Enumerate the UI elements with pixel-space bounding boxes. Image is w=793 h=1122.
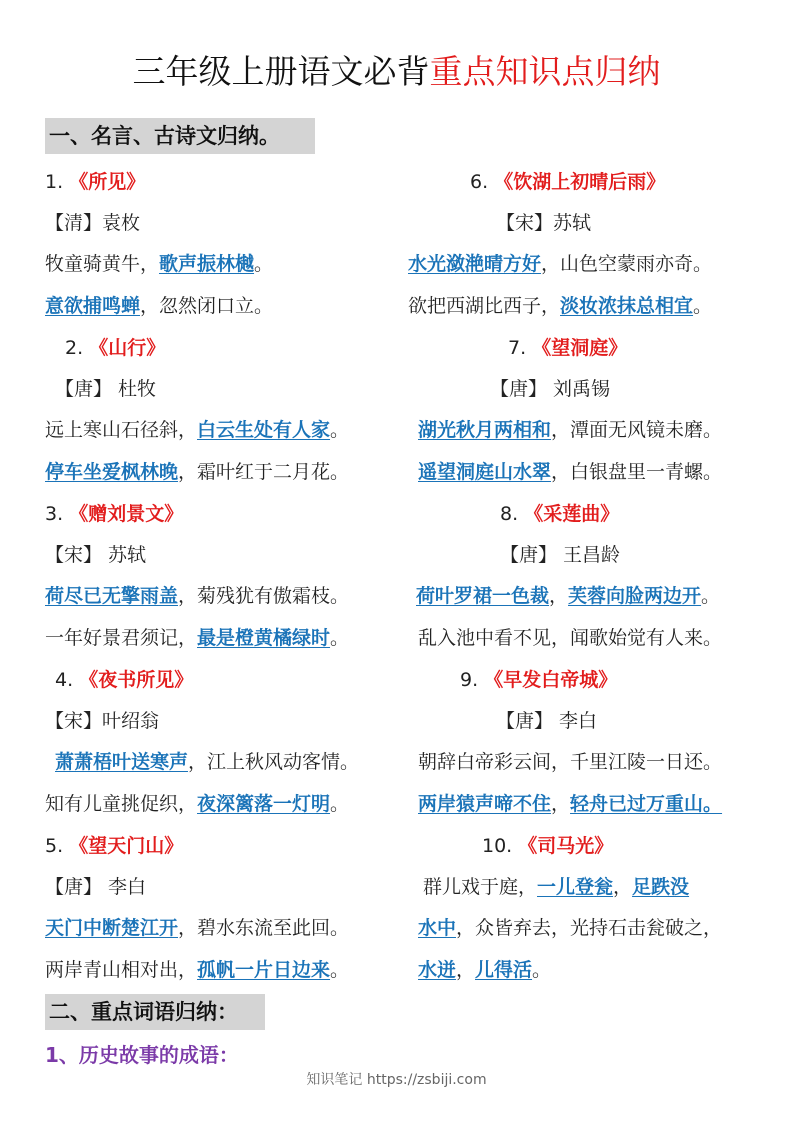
verse-text: 。 bbox=[532, 959, 552, 981]
verse-text: 知有儿童挑促织， bbox=[45, 793, 198, 815]
verse-text: ， bbox=[456, 959, 476, 981]
key-phrase: 足跌没 bbox=[632, 876, 690, 898]
key-phrase: 意欲捕鸣蝉 bbox=[45, 295, 141, 317]
key-phrase: 荷叶罗裙一色裁 bbox=[416, 585, 550, 607]
verse-text: ，山色空蒙雨亦奇。 bbox=[541, 253, 713, 275]
poem-author: 【宋】苏轼 bbox=[496, 212, 592, 234]
poem-title: 《司马光》 bbox=[518, 835, 614, 857]
key-phrase: 荷尽已无擎雨盖 bbox=[45, 585, 179, 607]
key-phrase: 天门中断楚江开 bbox=[45, 917, 179, 939]
page-title bbox=[0, 50, 793, 94]
poem-title-line bbox=[65, 328, 165, 368]
title-highlight: 重点知识点归纳 bbox=[429, 52, 661, 91]
key-phrase: 儿得活 bbox=[475, 959, 533, 981]
poem-block bbox=[408, 328, 758, 494]
poem-verse-line bbox=[418, 618, 722, 658]
poem-column-right bbox=[408, 162, 758, 992]
poem-column-left bbox=[45, 162, 400, 992]
poem-author: 【唐】 李白 bbox=[496, 710, 598, 732]
poem-author: 【唐】 刘禹锡 bbox=[490, 378, 611, 400]
poem-number: 2. bbox=[65, 337, 84, 359]
poem-verse-line bbox=[408, 244, 712, 284]
poem-number: 4. bbox=[55, 669, 74, 691]
poem-number: 5. bbox=[45, 835, 64, 857]
poem-verse-line bbox=[418, 452, 722, 492]
poem-title-line bbox=[500, 494, 619, 534]
verse-text: ，白银盘里一青螺。 bbox=[551, 461, 723, 483]
verse-text: 朝辞白帝彩云间，千里江陵一日还。 bbox=[418, 751, 723, 773]
poem-verse-line bbox=[418, 784, 722, 824]
key-phrase: 芙蓉向脸两边开 bbox=[568, 585, 702, 607]
key-phrase: 水光潋滟晴方好 bbox=[408, 253, 542, 275]
poem-title: 《采莲曲》 bbox=[524, 503, 620, 525]
poem-number: 7. bbox=[508, 337, 527, 359]
key-phrase: 轻舟已过万重山。 bbox=[570, 793, 723, 815]
poem-verse-line bbox=[418, 950, 551, 990]
key-phrase: 停车坐爱枫林晚 bbox=[45, 461, 179, 483]
poem-number: 3. bbox=[45, 503, 64, 525]
title-main: 三年级上册语文必背 bbox=[132, 52, 430, 91]
poem-title: 《饮湖上初晴后雨》 bbox=[494, 171, 666, 193]
poem-verse-line bbox=[45, 576, 349, 616]
poem-number: 6. bbox=[470, 171, 489, 193]
poem-block bbox=[408, 494, 758, 660]
poem-title-line bbox=[45, 826, 183, 866]
poem-verse-line bbox=[45, 410, 349, 450]
poem-number: 10. bbox=[482, 835, 513, 857]
poem-author: 【唐】 杜牧 bbox=[55, 378, 157, 400]
verse-text: 。 bbox=[254, 253, 274, 275]
verse-text: 。 bbox=[330, 959, 350, 981]
poem-author: 【宋】 苏轼 bbox=[45, 544, 147, 566]
verse-text: ，忽然闭口立。 bbox=[140, 295, 274, 317]
poem-title: 《望洞庭》 bbox=[532, 337, 628, 359]
poem-number: 9. bbox=[460, 669, 479, 691]
key-phrase: 歌声振林樾 bbox=[159, 253, 255, 275]
key-phrase: 白云生处有人家 bbox=[197, 419, 331, 441]
poem-author: 【清】袁枚 bbox=[45, 212, 141, 234]
poem-title-line bbox=[508, 328, 627, 368]
verse-text: ，江上秋风动客情。 bbox=[188, 751, 360, 773]
poem-title-line bbox=[45, 494, 183, 534]
key-phrase: 最是橙黄橘绿时 bbox=[197, 627, 331, 649]
verse-text: ，潭面无风镜未磨。 bbox=[551, 419, 723, 441]
poem-block bbox=[408, 826, 758, 992]
key-phrase: 孤帆一片日边来 bbox=[197, 959, 331, 981]
poem-title: 《山行》 bbox=[89, 337, 166, 359]
verse-text: ， bbox=[613, 876, 633, 898]
verse-text: 。 bbox=[330, 627, 350, 649]
verse-text: ， bbox=[549, 585, 569, 607]
verse-text: 一年好景君须记， bbox=[45, 627, 198, 649]
verse-text: ，碧水东流至此回。 bbox=[178, 917, 350, 939]
poem-title: 《所见》 bbox=[69, 171, 146, 193]
verse-text: 。 bbox=[693, 295, 713, 317]
poem-title-line bbox=[45, 162, 145, 202]
poem-verse-line bbox=[45, 244, 273, 284]
poem-title-line bbox=[482, 826, 613, 866]
key-phrase: 夜深篱落一灯明 bbox=[197, 793, 331, 815]
poem-verse-line bbox=[45, 618, 349, 658]
poem-verse-line bbox=[45, 908, 349, 948]
poem-number: 1. bbox=[45, 171, 64, 193]
verse-text: 欲把西湖比西子， bbox=[408, 295, 561, 317]
verse-text: 牧童骑黄牛， bbox=[45, 253, 160, 275]
poem-author: 【宋】叶绍翁 bbox=[45, 710, 160, 732]
poem-title: 《夜书所见》 bbox=[79, 669, 194, 691]
poem-author: 【唐】 李白 bbox=[45, 876, 147, 898]
verse-text: 。 bbox=[330, 419, 350, 441]
poem-verse-line bbox=[416, 576, 720, 616]
verse-text: 乱入池中看不见，闻歌始觉有人来。 bbox=[418, 627, 723, 649]
poem-number: 8. bbox=[500, 503, 519, 525]
section-heading-poems: 一、名言、古诗文归纳。 bbox=[45, 118, 315, 154]
key-phrase: 一儿登瓮 bbox=[537, 876, 614, 898]
poem-verse-line bbox=[418, 908, 722, 948]
subsection-heading-idioms: 1、历史故事的成语： bbox=[45, 1043, 239, 1067]
poem-verse-line bbox=[45, 452, 349, 492]
poem-author: 【唐】 王昌龄 bbox=[500, 544, 621, 566]
poem-block bbox=[45, 660, 400, 826]
poem-block bbox=[45, 826, 400, 992]
verse-text: 群儿戏于庭， bbox=[423, 876, 538, 898]
poem-block bbox=[45, 162, 400, 328]
poem-block bbox=[45, 494, 400, 660]
verse-text: 。 bbox=[701, 585, 721, 607]
poem-title: 《赠刘景文》 bbox=[69, 503, 184, 525]
verse-text: 两岸青山相对出， bbox=[45, 959, 198, 981]
key-phrase: 萧萧梧叶送寒声 bbox=[55, 751, 189, 773]
verse-text: 。 bbox=[330, 793, 350, 815]
key-phrase: 水迸 bbox=[418, 959, 457, 981]
poem-title: 《早发白帝城》 bbox=[484, 669, 618, 691]
poem-verse-line bbox=[55, 742, 359, 782]
verse-text: 远上寒山石径斜， bbox=[45, 419, 198, 441]
key-phrase: 水中 bbox=[418, 917, 457, 939]
poem-verse-line bbox=[45, 784, 349, 824]
key-phrase: 遥望洞庭山水翠 bbox=[418, 461, 552, 483]
key-phrase: 淡妆浓抹总相宜 bbox=[560, 295, 694, 317]
poem-title-line bbox=[470, 162, 665, 202]
poem-verse-line bbox=[408, 286, 712, 326]
verse-text: ，众皆弃去，光持石击瓮破之， bbox=[456, 917, 723, 939]
verse-text: ，霜叶红于二月花。 bbox=[178, 461, 350, 483]
verse-text: ，菊残犹有傲霜枝。 bbox=[178, 585, 350, 607]
poem-verse-line bbox=[423, 867, 689, 907]
poem-verse-line bbox=[45, 950, 349, 990]
poem-verse-line bbox=[45, 286, 273, 326]
poem-verse-line bbox=[418, 410, 722, 450]
poem-title-line bbox=[460, 660, 617, 700]
verse-text: ， bbox=[551, 793, 571, 815]
poem-title-line bbox=[55, 660, 193, 700]
poem-block bbox=[408, 162, 758, 328]
key-phrase: 湖光秋月两相和 bbox=[418, 419, 552, 441]
poem-block bbox=[408, 660, 758, 826]
poem-verse-line bbox=[418, 742, 722, 782]
key-phrase: 两岸猿声啼不住 bbox=[418, 793, 552, 815]
poem-block bbox=[45, 328, 400, 494]
poem-title: 《望天门山》 bbox=[69, 835, 184, 857]
footer-watermark: 知识笔记 https://zsbiji.com bbox=[306, 1072, 487, 1088]
section-heading-vocabulary: 二、重点词语归纳： bbox=[45, 994, 265, 1030]
